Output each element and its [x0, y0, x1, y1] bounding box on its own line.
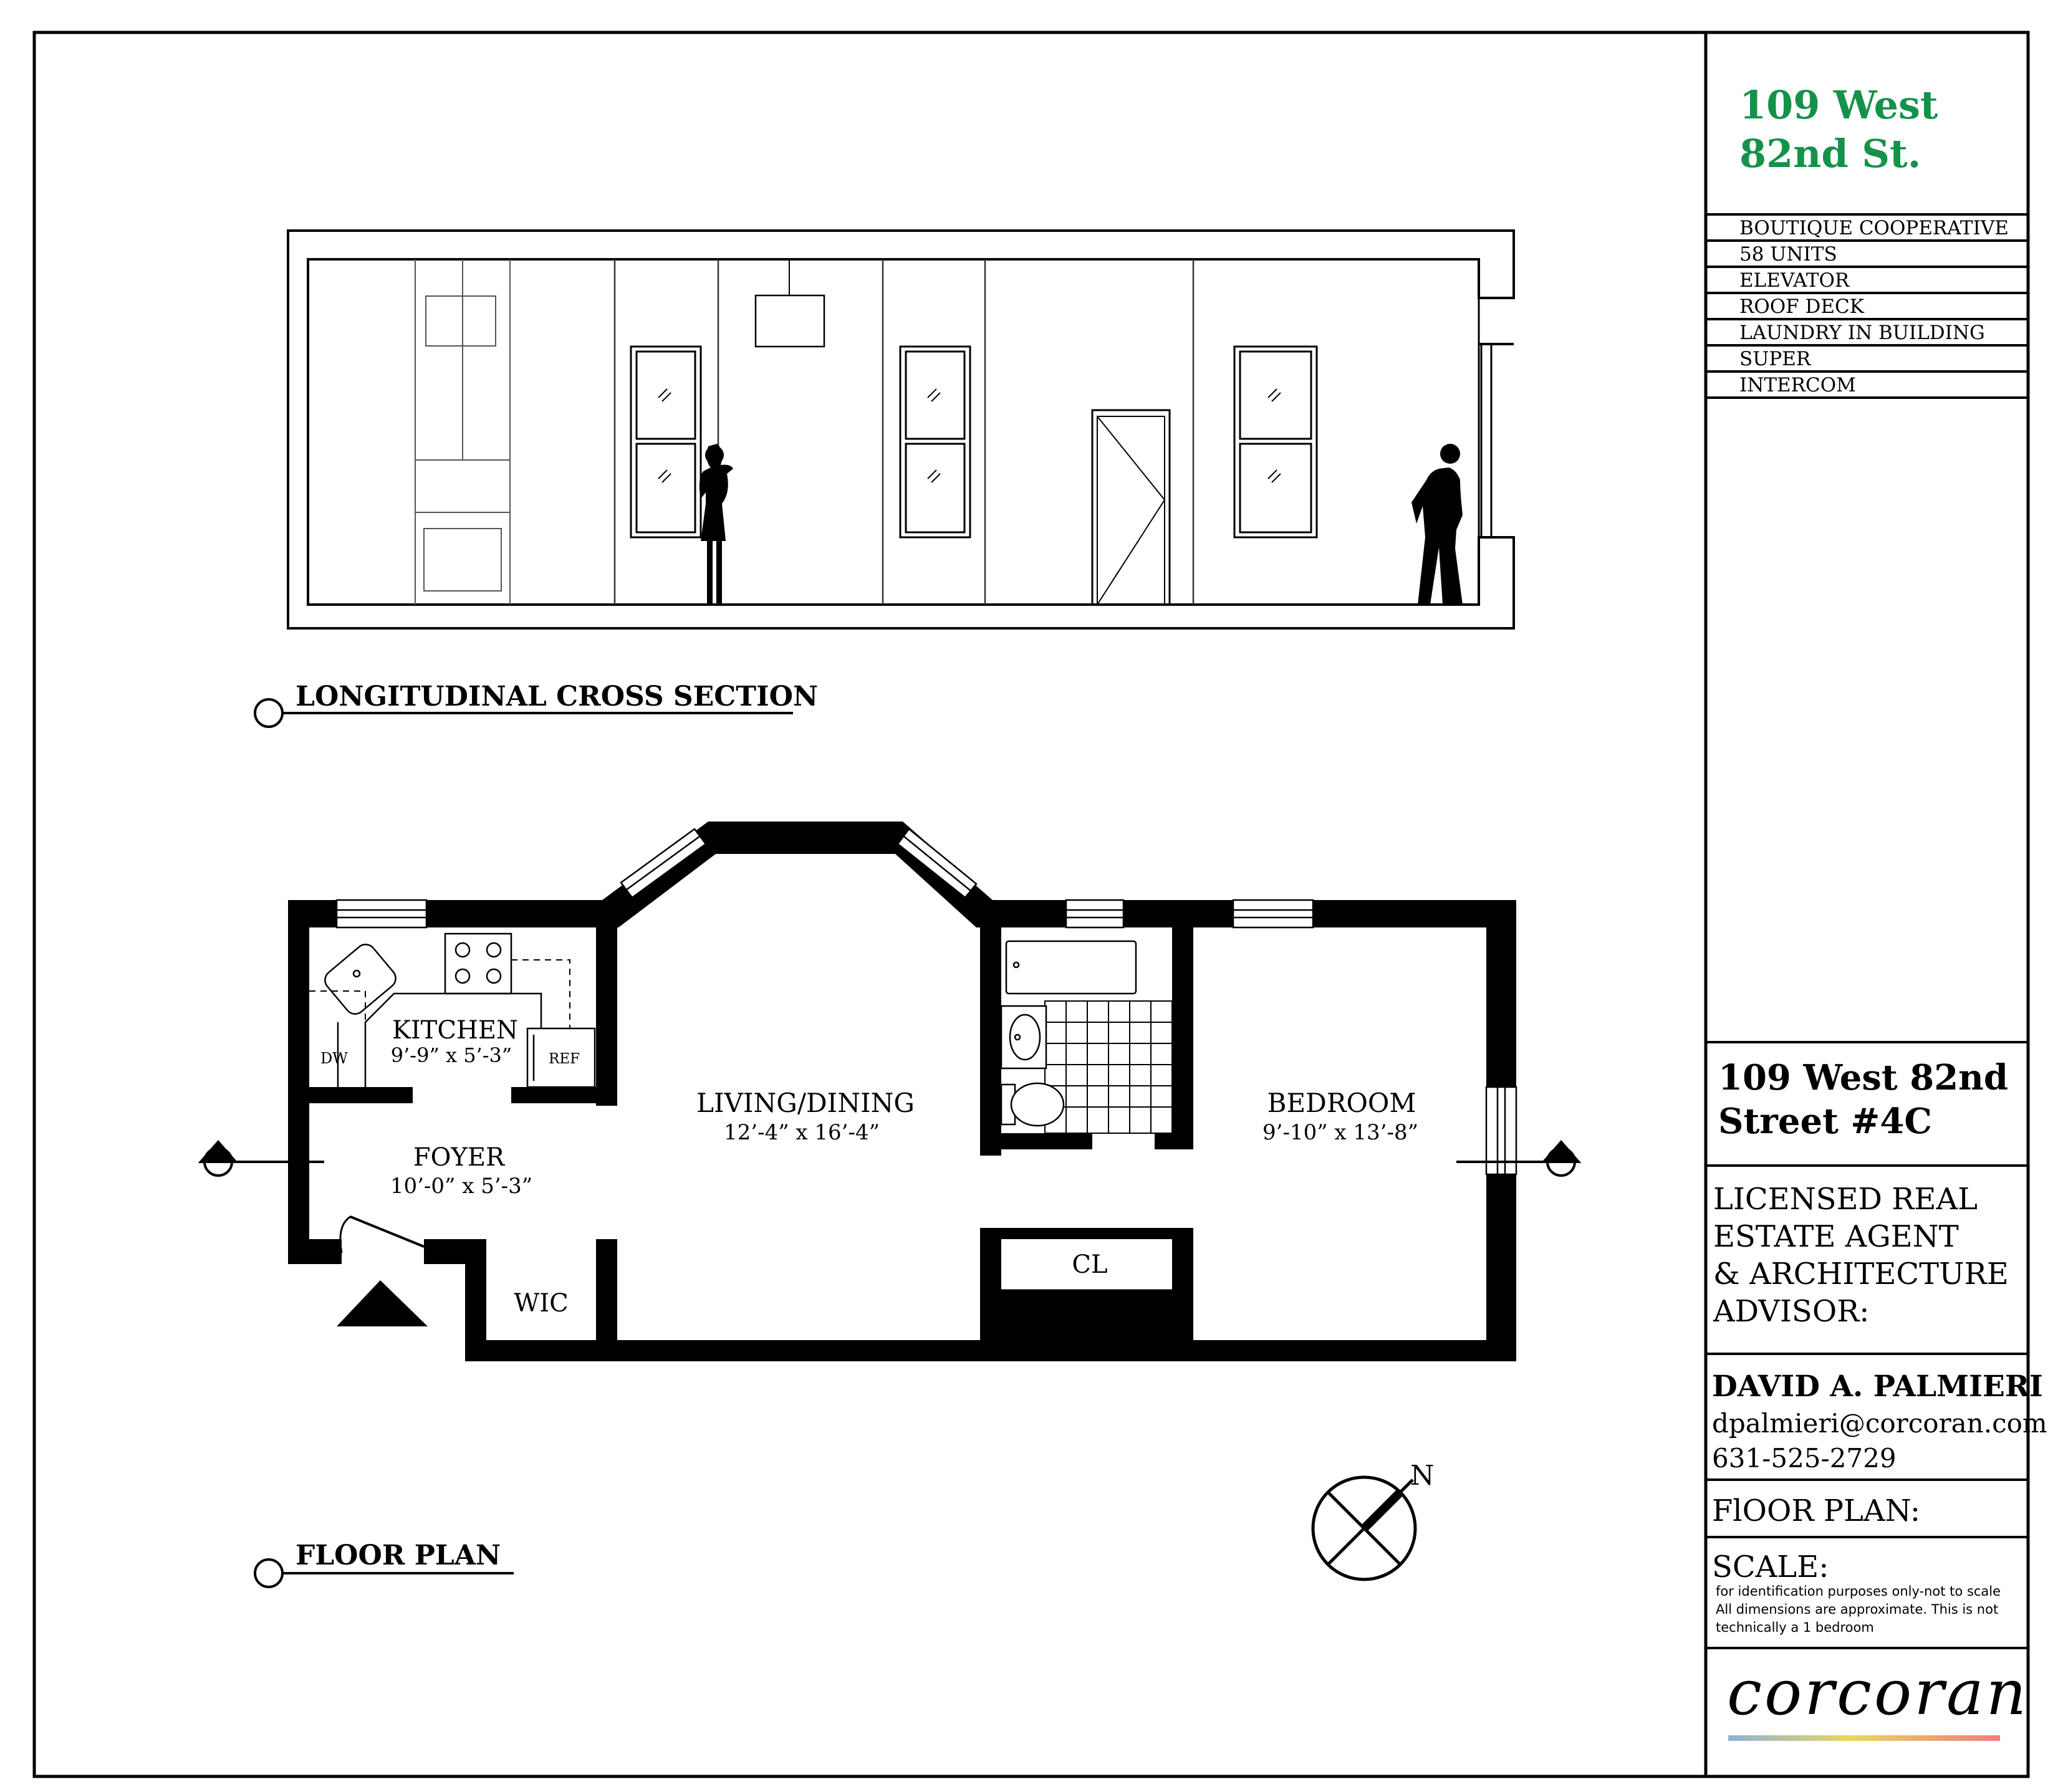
wic-label: WIC: [514, 1289, 569, 1318]
floor-plan-label: FlOOR PLAN:: [1712, 1493, 1921, 1528]
scale-label: SCALE:: [1712, 1550, 1829, 1584]
title-block: [1706, 82, 2047, 1741]
bedroom-label: BEDROOM: [1267, 1088, 1416, 1118]
agent-credential-line: LICENSED REAL: [1713, 1182, 1978, 1217]
amenity-item: ROOF DECK: [1739, 295, 1864, 318]
floor-plan-title: FLOOR PLAN: [296, 1540, 501, 1571]
woman-silhouette: [700, 444, 733, 603]
man-silhouette: [1411, 444, 1463, 605]
entry-door: [340, 1217, 424, 1253]
section-person-figures: [700, 444, 1463, 605]
north-label: N: [1410, 1460, 1435, 1492]
entry-arrow: [337, 1280, 428, 1326]
living-dining-dimensions: 12’-4” x 16’-4”: [724, 1120, 880, 1145]
living-dining-label: LIVING/DINING: [696, 1088, 915, 1118]
scale-note-line: technically a 1 bedroom: [1716, 1620, 1874, 1635]
cross-section: [288, 231, 1514, 628]
section-title-marker: [255, 699, 282, 727]
dishwasher-label: DW: [320, 1050, 348, 1067]
unit-title-line2: Street #4C: [1718, 1101, 1932, 1142]
amenity-item: SUPER: [1739, 348, 1811, 370]
corcoran-logo: corcoran: [1727, 1656, 2029, 1729]
section-marker-right: [1456, 1142, 1579, 1176]
section-title: LONGITUDINAL CROSS SECTION: [296, 681, 819, 712]
floor-plan: [201, 822, 1579, 1361]
section-pendant-light: [756, 295, 824, 347]
bathroom-fixtures: [1001, 941, 1172, 1133]
bathtub: [1006, 941, 1136, 994]
amenity-item: ELEVATOR: [1739, 269, 1850, 292]
bedroom-dimensions: 9’-10” x 13’-8”: [1262, 1120, 1418, 1145]
closet-label: CL: [1072, 1250, 1108, 1279]
logo-underline: [1728, 1735, 2000, 1741]
section-window: [900, 347, 970, 537]
agent-credential-line: & ARCHITECTURE: [1713, 1257, 2009, 1291]
bath-tile-floor: [1045, 1001, 1172, 1133]
agent-credential-line: ADVISOR:: [1713, 1294, 1870, 1329]
agent-phone[interactable]: 631-525-2729: [1712, 1443, 1897, 1473]
amenity-item: LAUNDRY IN BUILDING: [1739, 322, 1985, 344]
amenities-list: [1706, 214, 2028, 398]
section-cabinets: [415, 259, 510, 605]
foyer-label: FOYER: [413, 1143, 505, 1172]
unit-title-line1: 109 West 82nd: [1718, 1057, 2009, 1098]
foyer-dimensions: 10’-0” x 5’-3”: [390, 1174, 533, 1199]
stove: [445, 934, 511, 994]
amenity-item: INTERCOM: [1739, 374, 1856, 396]
section-door: [1092, 410, 1170, 605]
scale-note-line: for identification purposes only-not to scale: [1716, 1584, 2001, 1599]
north-compass-icon: [1313, 1477, 1415, 1579]
agent-name: DAVID A. PALMIERI: [1712, 1369, 2043, 1404]
agent-credential-line: ESTATE AGENT: [1713, 1219, 1959, 1254]
plan-title-marker: [255, 1560, 282, 1587]
section-window: [631, 347, 701, 537]
refrigerator-label: REF: [549, 1051, 580, 1067]
amenity-item: BOUTIQUE COOPERATIVE: [1739, 217, 2009, 239]
kitchen-dimensions: 9’-9” x 5’-3”: [390, 1043, 512, 1067]
agent-email[interactable]: dpalmieri@corcoran.com: [1712, 1408, 2047, 1439]
kitchen-label: KITCHEN: [392, 1016, 519, 1045]
building-title-line1: 109 West: [1739, 82, 1938, 128]
kitchen-sink: [321, 941, 400, 1018]
amenity-item: 58 UNITS: [1739, 243, 1837, 266]
section-window: [1234, 347, 1317, 537]
building-title-line2: 82nd St.: [1739, 131, 1921, 176]
section-end-window: [1481, 344, 1491, 537]
scale-note-line: All dimensions are approximate. This is not: [1716, 1602, 1999, 1617]
toilet: [1011, 1083, 1064, 1126]
